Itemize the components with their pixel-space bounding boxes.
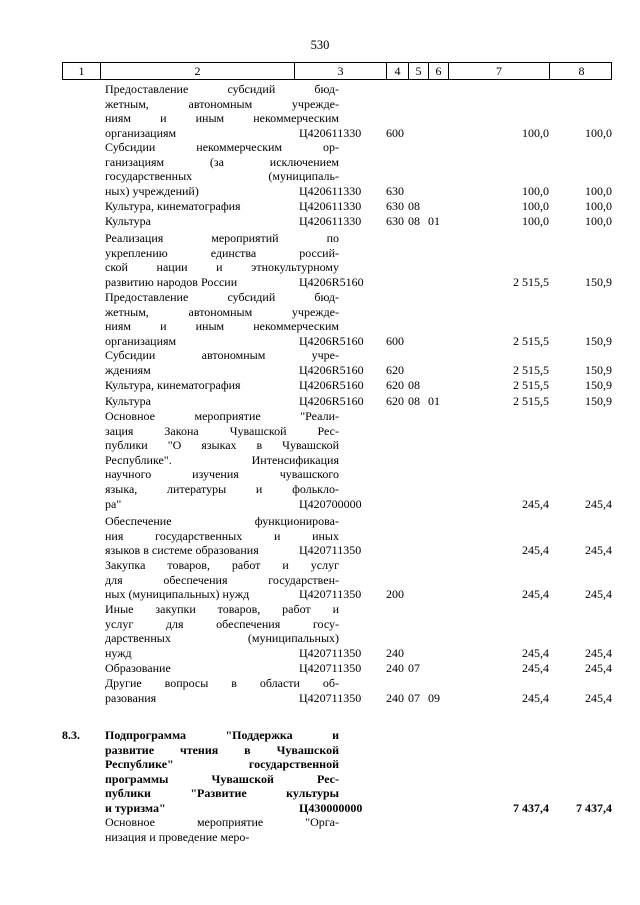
amount-col-8: 100,0	[585, 125, 612, 140]
amount-col-8: 100,0	[585, 214, 612, 228]
amount-col-7: 100,0	[522, 183, 549, 198]
row-name-line: Другие вопросы в области об-	[105, 676, 339, 690]
row-name-line: научного изучения чувашского	[105, 467, 339, 482]
row-name-line: Субсидии некоммерческим ор-	[105, 140, 339, 154]
header-col-2: 2	[101, 63, 295, 79]
target-code: Ц420711350	[299, 543, 362, 558]
target-code: Ц420711350	[299, 645, 362, 660]
row-name-line: для обеспечения государствен-	[105, 572, 339, 587]
expense-type: 620	[386, 394, 404, 408]
expense-type: 630	[386, 199, 404, 213]
expense-type: 240	[386, 645, 404, 660]
header-col-3: 3	[295, 63, 387, 79]
row-name-line: ния государственных и иных	[105, 528, 339, 543]
row-name-line: Основное мероприятие "Реали-	[105, 409, 339, 423]
amount-col-7: 2 515,5	[513, 362, 549, 377]
amount-col-7: 245,4	[522, 496, 549, 511]
section: 08	[408, 378, 420, 392]
row-name-line: услуг для обеспечения госу-	[105, 616, 339, 631]
row-name-line: Предоставление субсидий бюд-	[105, 82, 339, 96]
amount-col-7: 100,0	[522, 199, 549, 213]
expense-type: 240	[386, 661, 404, 675]
row-name-line: публики "Развитие культуры	[105, 786, 339, 801]
section: 07	[408, 661, 420, 675]
row-name-line: развитие чтения в Чувашской	[105, 742, 339, 757]
amount-col-7: 100,0	[522, 214, 549, 228]
amount-col-7: 245,4	[522, 543, 549, 558]
row-name-line: организациям	[105, 333, 177, 348]
amount-col-7: 7 437,4	[513, 801, 549, 815]
target-code: Ц4206R5160	[299, 333, 364, 348]
row-name-line: жетным, автономным учрежде-	[105, 304, 339, 319]
row-name-line: публики "О языках в Чувашской	[105, 438, 339, 453]
amount-col-8: 150,9	[585, 362, 612, 377]
row-number: 8.3.	[62, 728, 80, 742]
row-name-line: ской нации и этнокультурному	[105, 260, 339, 275]
header-col-1: 1	[63, 63, 101, 79]
row-name-line: Культура, кинематография	[105, 378, 241, 392]
expense-type: 240	[386, 690, 404, 705]
row-name-line: укреплению единства россий-	[105, 245, 339, 260]
target-code: Ц420700000	[299, 496, 362, 511]
row-name-line: ганизациям (за исключением	[105, 154, 339, 169]
amount-col-7: 245,4	[522, 690, 549, 705]
row-name-line: Республике". Интенсификация	[105, 452, 339, 467]
amount-col-8: 150,9	[585, 378, 612, 392]
expense-type: 620	[386, 362, 404, 377]
amount-col-8: 245,4	[585, 543, 612, 558]
amount-col-8: 245,4	[585, 496, 612, 511]
row-name-line: организациям	[105, 125, 177, 140]
amount-col-8: 100,0	[585, 199, 612, 213]
row-name-line: Иные закупки товаров, работ и	[105, 602, 339, 616]
header-col-8: 8	[578, 64, 585, 78]
target-code: Ц420711350	[299, 661, 362, 675]
expense-type: 630	[386, 214, 404, 228]
row-name-line: программы Чувашской Рес-	[105, 771, 339, 786]
row-name-line: Основное мероприятие "Орга-	[105, 815, 339, 829]
row-name-line: ниям и иным некоммерческим	[105, 319, 339, 334]
amount-col-7: 100,0	[522, 125, 549, 140]
header-col-7: 7	[449, 63, 550, 79]
row-name-line: разования	[105, 690, 157, 705]
target-code: Ц420711350	[299, 690, 362, 705]
row-name-line: Культура, кинематография	[105, 199, 241, 213]
row-name-line: низация и проведение меро-	[105, 829, 250, 844]
header-col-6: 6	[429, 63, 449, 79]
row-name-line: языка, литературы и фолькло-	[105, 481, 339, 496]
expense-type: 630	[386, 183, 404, 198]
target-code: Ц4206R5160	[299, 274, 364, 289]
row-name-line: государственных (муниципаль-	[105, 169, 339, 184]
subsection: 09	[428, 690, 440, 705]
amount-col-7: 245,4	[522, 661, 549, 675]
target-code: Ц430000000	[299, 801, 363, 815]
amount-col-8: 245,4	[585, 645, 612, 660]
subsection: 01	[428, 394, 440, 408]
expense-type: 620	[386, 378, 404, 392]
header-col-5: 5	[409, 63, 429, 79]
amount-col-8: 7 437,4	[576, 801, 612, 815]
section: 08	[408, 199, 420, 213]
row-name-line: Предоставление субсидий бюд-	[105, 290, 339, 304]
row-name-line: развитию народов России	[105, 274, 238, 289]
row-name-line: жетным, автономным учрежде-	[105, 96, 339, 111]
section: 08	[408, 394, 420, 408]
row-name-line: Культура	[105, 214, 151, 228]
target-code: Ц4206R5160	[299, 378, 364, 392]
page-number: 530	[310, 38, 330, 52]
row-name-line: дарственных (муниципальных)	[105, 631, 339, 646]
expense-type: 600	[386, 125, 404, 140]
expense-type: 600	[386, 333, 404, 348]
row-name-line: ра"	[105, 496, 122, 511]
amount-col-7: 2 515,5	[513, 394, 549, 408]
amount-col-7: 2 515,5	[513, 274, 549, 289]
amount-col-8: 150,9	[585, 333, 612, 348]
row-name-line: нужд	[105, 645, 132, 660]
target-code: Ц4206R5160	[299, 362, 364, 377]
target-code: Ц420611330	[299, 183, 362, 198]
header-col-4: 4	[387, 63, 409, 79]
amount-col-8: 100,0	[585, 183, 612, 198]
row-name-line: зация Закона Чувашской Рес-	[105, 423, 339, 438]
section: 08	[408, 214, 420, 228]
target-code: Ц420711350	[299, 587, 362, 602]
expense-type: 200	[386, 587, 404, 602]
amount-col-8: 150,9	[585, 394, 612, 408]
amount-col-8: 245,4	[585, 587, 612, 602]
subsection: 01	[428, 214, 440, 228]
target-code: Ц4206R5160	[299, 394, 364, 408]
row-name-line: Обеспечение функционирова-	[105, 514, 339, 528]
row-name-line: языков в системе образования	[105, 543, 259, 558]
row-name-line: ждениям	[105, 362, 151, 377]
row-name-line: ных (муниципальных) нужд	[105, 587, 250, 602]
row-name-line: Республике" государственной	[105, 757, 339, 772]
row-name-line: Закупка товаров, работ и услуг	[105, 558, 339, 572]
amount-col-7: 245,4	[522, 645, 549, 660]
row-name-line: и туризма"	[105, 800, 166, 815]
row-name-line: ных) учреждений)	[105, 183, 199, 198]
row-name-line: Культура	[105, 394, 151, 408]
amount-col-8: 245,4	[585, 690, 612, 705]
row-name	[105, 815, 339, 844]
amount-col-7: 2 515,5	[513, 333, 549, 348]
row-name-line: Подпрограмма "Поддержка и	[105, 728, 339, 742]
target-code: Ц420611330	[299, 125, 362, 140]
amount-col-7: 245,4	[522, 587, 549, 602]
target-code: Ц420611330	[299, 199, 362, 213]
amount-col-7: 2 515,5	[513, 378, 549, 392]
row-name-line: ниям и иным некоммерческим	[105, 111, 339, 126]
section: 07	[408, 690, 420, 705]
row-name-line: Реализация мероприятий по	[105, 231, 339, 245]
row-name-line: Образование	[105, 661, 171, 675]
target-code: Ц420611330	[299, 214, 362, 228]
amount-col-8: 150,9	[585, 274, 612, 289]
amount-col-8: 245,4	[585, 661, 612, 675]
row-name-line: Субсидии автономным учре-	[105, 348, 339, 362]
table-header	[62, 62, 612, 80]
